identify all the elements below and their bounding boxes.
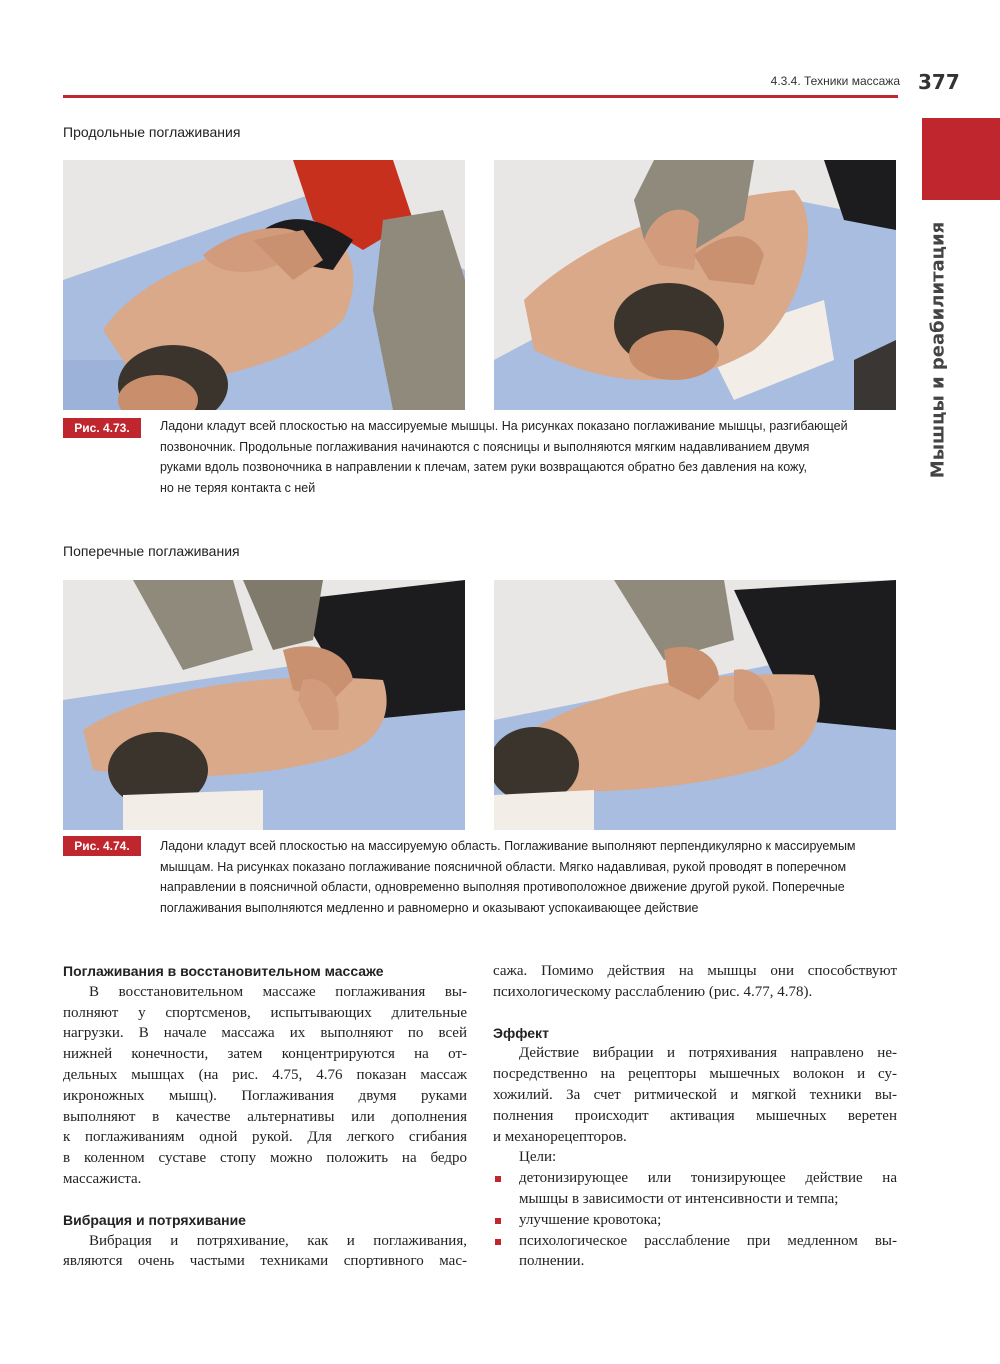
- caption-line: но не теряя контакта с ней: [160, 480, 316, 495]
- section-heading-vibration: Вибрация и потряхивание: [63, 1211, 246, 1228]
- caption-line: позвоночник. Продольные поглаживания начинаются с поясницы и выполняются мягким надавливанием двумя: [160, 439, 810, 454]
- body-line: Вибрация и потряхивание, как и поглаживания,: [89, 1232, 467, 1249]
- caption-line: Ладони кладут всей плоскостью на массируемую область. Поглаживание выполняют перпендикулярно к массируемым: [160, 839, 856, 853]
- photo-longitudinal-stroking-1: [63, 160, 465, 410]
- list-item-line: полнении.: [519, 1253, 585, 1270]
- list-item-line: мышцы в зависимости от интенсивности и темпа;: [519, 1190, 839, 1207]
- list-item-line: детонизирующее или тонизирующее действие на: [519, 1170, 897, 1187]
- body-line: полняют у спортсменов, испытывающих длительные: [63, 1004, 467, 1021]
- body-line: нагрузки. В начале массажа их выполняют по всей: [63, 1025, 467, 1042]
- running-header-section: 4.3.4. Техники массажа: [770, 74, 900, 88]
- list-item-line: психологическое расслабление при медленном вы-: [519, 1232, 897, 1249]
- body-line: выполняют в качестве альтернативы или дополнения: [63, 1108, 467, 1125]
- body-line: массажиста.: [63, 1170, 142, 1187]
- caption-line: направлении в поясничной области, одновременно выполняя противоположное движение другой рукой. Поперечные: [160, 880, 845, 894]
- body-line: хожилий. За счет ритмической и мягкой техники вы-: [493, 1086, 897, 1103]
- chapter-side-label: Мышцы и реабилитация: [927, 221, 949, 479]
- body-line: нижней конечности, затем концентрируются на от-: [63, 1046, 467, 1063]
- body-line: и механорецепторов.: [493, 1128, 627, 1145]
- caption-line: мышцам. На рисунках показано поглаживание поясничной области. Мягко надавливая, рукой проводят в поперечном: [160, 859, 847, 874]
- section-heading-restorative-massage: Поглаживания в восстановительном массаже: [63, 963, 384, 979]
- body-line: полнения происходит активация мышечных веретен: [493, 1107, 897, 1124]
- caption-line: поглаживания выполняются медленно и равномерно и оказывают успокаивающее действие: [160, 900, 699, 915]
- header-rule: [63, 95, 898, 98]
- photo-transverse-stroking-2: [494, 580, 896, 830]
- figure-heading-transverse: Поперечные поглаживания: [63, 543, 240, 559]
- figure-caption-4-74: [160, 836, 900, 918]
- body-line: Действие вибрации и потряхивания направлено не-: [519, 1045, 897, 1062]
- figure-heading-longitudinal: Продольные поглаживания: [63, 124, 241, 140]
- section-heading-effect: Эффект: [493, 1024, 549, 1041]
- body-column-left: [63, 961, 467, 1272]
- body-line: икроножных мышц). Поглаживания двумя руками: [63, 1087, 467, 1104]
- list-item: [493, 1231, 897, 1273]
- photo-longitudinal-stroking-2: [494, 160, 896, 410]
- body-line: психологическому расслаблению (рис. 4.77, 4.78).: [493, 983, 813, 1000]
- figure-caption-4-73: [160, 416, 900, 498]
- body-line: в коленном суставе стопу можно положить на бедро: [63, 1150, 467, 1167]
- body-line: к поглаживаниям одной рукой. Для легкого сгибания: [63, 1129, 467, 1146]
- body-line: дельных мышцах (на рис. 4.75, 4.76 показан массаж: [63, 1066, 467, 1083]
- caption-line: руками вдоль позвоночника в направлении к плечам, затем руки возвращаются обратно без давления на кожу,: [160, 460, 807, 474]
- figure-badge-4-74: Рис. 4.74.: [63, 836, 141, 856]
- list-item-line: улучшение кровотока;: [519, 1211, 662, 1228]
- body-line: являются очень частыми техниками спортивного мас-: [63, 1253, 467, 1270]
- body-column-right: [493, 961, 897, 1272]
- page-number: 377: [918, 70, 960, 94]
- chapter-tab: [922, 118, 1000, 200]
- list-item: [493, 1210, 897, 1231]
- caption-line: Ладони кладут всей плоскостью на массируемые мышцы. На рисунках показано поглаживание мышцы, разгибающей: [160, 419, 848, 433]
- body-line: В восстановительном массаже поглаживания вы-: [89, 983, 467, 1000]
- list-item: [493, 1168, 897, 1210]
- photo-transverse-stroking-1: [63, 580, 465, 830]
- body-line: сажа. Помимо действия на мышцы они способствуют: [493, 963, 897, 979]
- goals-label: Цели:: [519, 1149, 557, 1166]
- figure-badge-4-73: Рис. 4.73.: [63, 418, 141, 438]
- body-line: посредственно на рецепторы мышечных волокон и су-: [493, 1066, 897, 1083]
